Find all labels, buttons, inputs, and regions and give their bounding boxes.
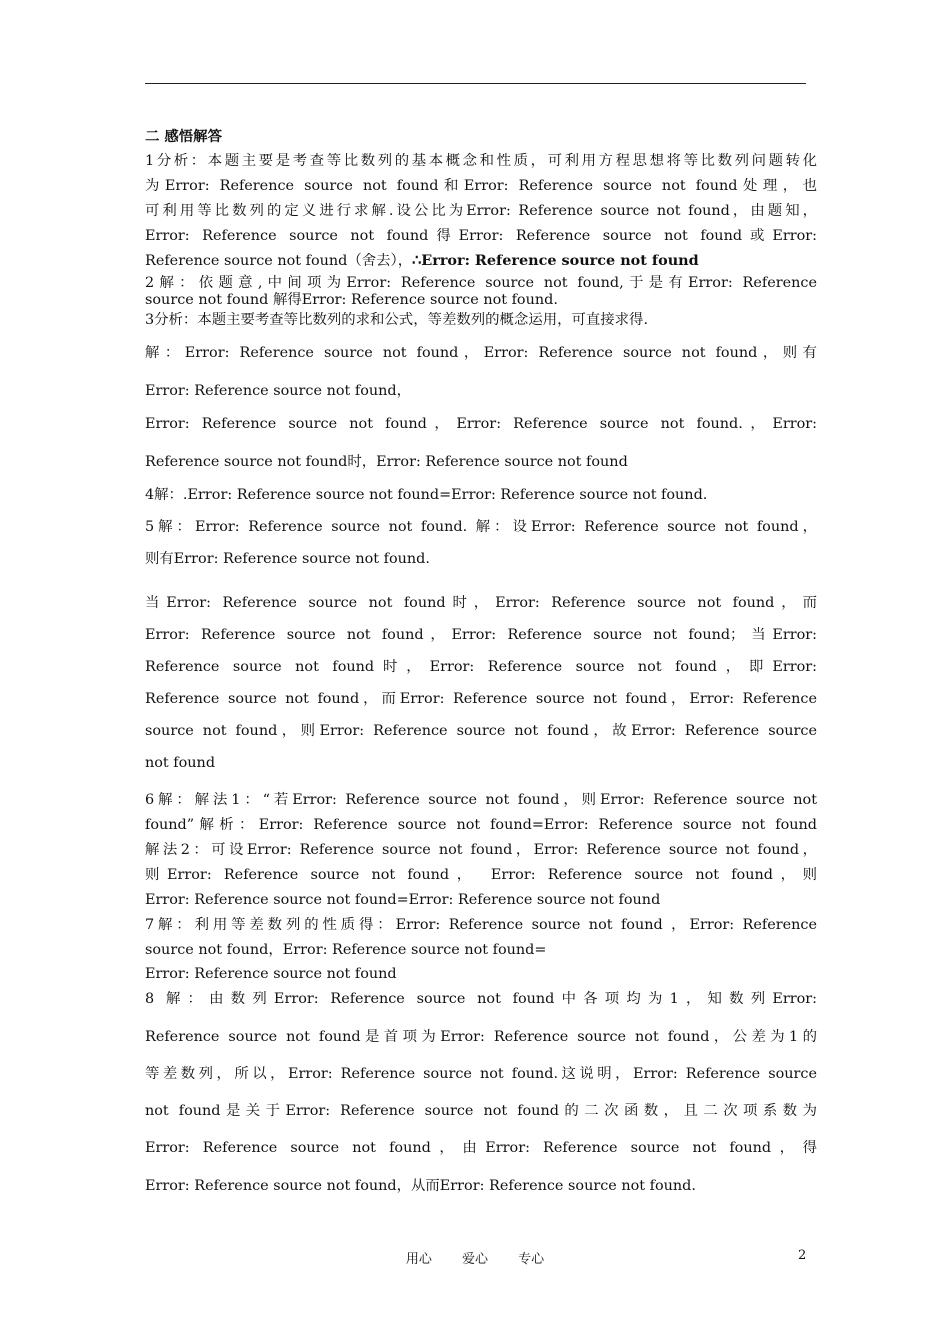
text-line: 解法2：可设Error: Reference source not found，Error: Reference source not found，: [145, 842, 817, 858]
bold-result: ∴Error: Reference source not found: [412, 252, 699, 269]
text-line: Reference source not found时，Error: Reference source not found，即Error:: [145, 659, 817, 675]
footer-text-1: 用心: [405, 1252, 432, 1267]
text-line: not found: [145, 755, 216, 771]
text-line: Error: Reference source not found=Error: Reference source not found: [145, 892, 661, 908]
text-line: found”解析：Error: Reference source not found=Error: Reference source not found: [145, 817, 817, 833]
text-line: 5解：Error: Reference source not found. 解：设Error: Reference source not found，: [145, 519, 817, 535]
text-line: 解：Error: Reference source not found，Error: Reference source not found，则有: [145, 345, 817, 361]
page-number: 2: [798, 1248, 807, 1263]
text-line: 当Error: Reference source not found时，Error: Reference source not found，而: [145, 595, 817, 611]
text-line: Reference source not found时，Error: Reference source not found: [145, 454, 628, 470]
text-line: 则Error: Reference source not found， Error: Reference source not found，则: [145, 867, 817, 883]
footer-text-2: 爱心: [461, 1252, 488, 1267]
text-line: 4解：.Error: Reference source not found=Error: Reference source not found.: [145, 487, 708, 503]
text-line: Error: Reference source not found，Error: Reference source not found.，Error:: [145, 416, 817, 432]
footer-text-3: 专心: [518, 1252, 545, 1267]
page-footer: [0, 1248, 950, 1267]
text-line: 6解：解法1：“若Error: Reference source not found，则Error: Reference source not: [145, 792, 817, 808]
text-line: source not found，Error: Reference source not found=: [145, 942, 547, 958]
text-line: 等差数列，所以，Error: Reference source not found.这说明，Error: Reference source: [145, 1066, 817, 1082]
text-line: 2解：依题意,中间项为Error: Reference source not found,于是有Error: Reference: [145, 275, 817, 291]
text-line: 3分析：本题主要考查等比数列的求和公式，等差数列的概念运用，可直接求得.: [145, 312, 649, 328]
text-line: Reference source not found是首项为Error: Reference source not found，公差为1的: [145, 1029, 817, 1045]
text-line: source not found，则Error: Reference source not found，故Error: Reference source: [145, 723, 817, 739]
text-line: 8 解：由数列Error: Reference source not found中各项均为1，知数列Error:: [145, 991, 817, 1007]
header-rule: [145, 83, 806, 84]
section-heading: 二 感悟解答: [145, 128, 222, 145]
text-line: Reference source not found，而Error: Reference source not found，Error: Reference: [145, 691, 817, 707]
text-line: source not found 解得Error: Reference source not found.: [145, 292, 558, 308]
text-line: Error: Reference source not found，由Error: Reference source not found，得: [145, 1140, 817, 1156]
text-line: 7解：利用等差数列的性质得：Error: Reference source not found ，Error: Reference: [145, 917, 817, 933]
text-line: Error: Reference source not found得Error: Reference source not found或Error:: [145, 228, 817, 244]
text-line: Error: Reference source not found，从而Error: Reference source not found.: [145, 1178, 696, 1194]
text-line: not found是关于Error: Reference source not found的二次函数，且二次项系数为: [145, 1103, 817, 1119]
text-line: 则有Error: Reference source not found.: [145, 551, 430, 567]
text-line: 1分析：本题主要是考查等比数列的基本概念和性质，可利用方程思想将等比数列问题转化: [145, 153, 817, 169]
text-line: Error: Reference source not found: [145, 966, 397, 982]
text-line: Reference source not found（舍去），∴Error: Reference source not found: [145, 252, 699, 269]
text-line: 可利用等比数列的定义进行求解.设公比为Error: Reference source not found，由题知，: [145, 203, 817, 219]
text-line: 为Error: Reference source not found和Error: Reference source not found处理，也: [145, 178, 817, 194]
text-line: Error: Reference source not found，: [145, 383, 412, 399]
text-line: Error: Reference source not found，Error: Reference source not found；当Error:: [145, 627, 817, 643]
